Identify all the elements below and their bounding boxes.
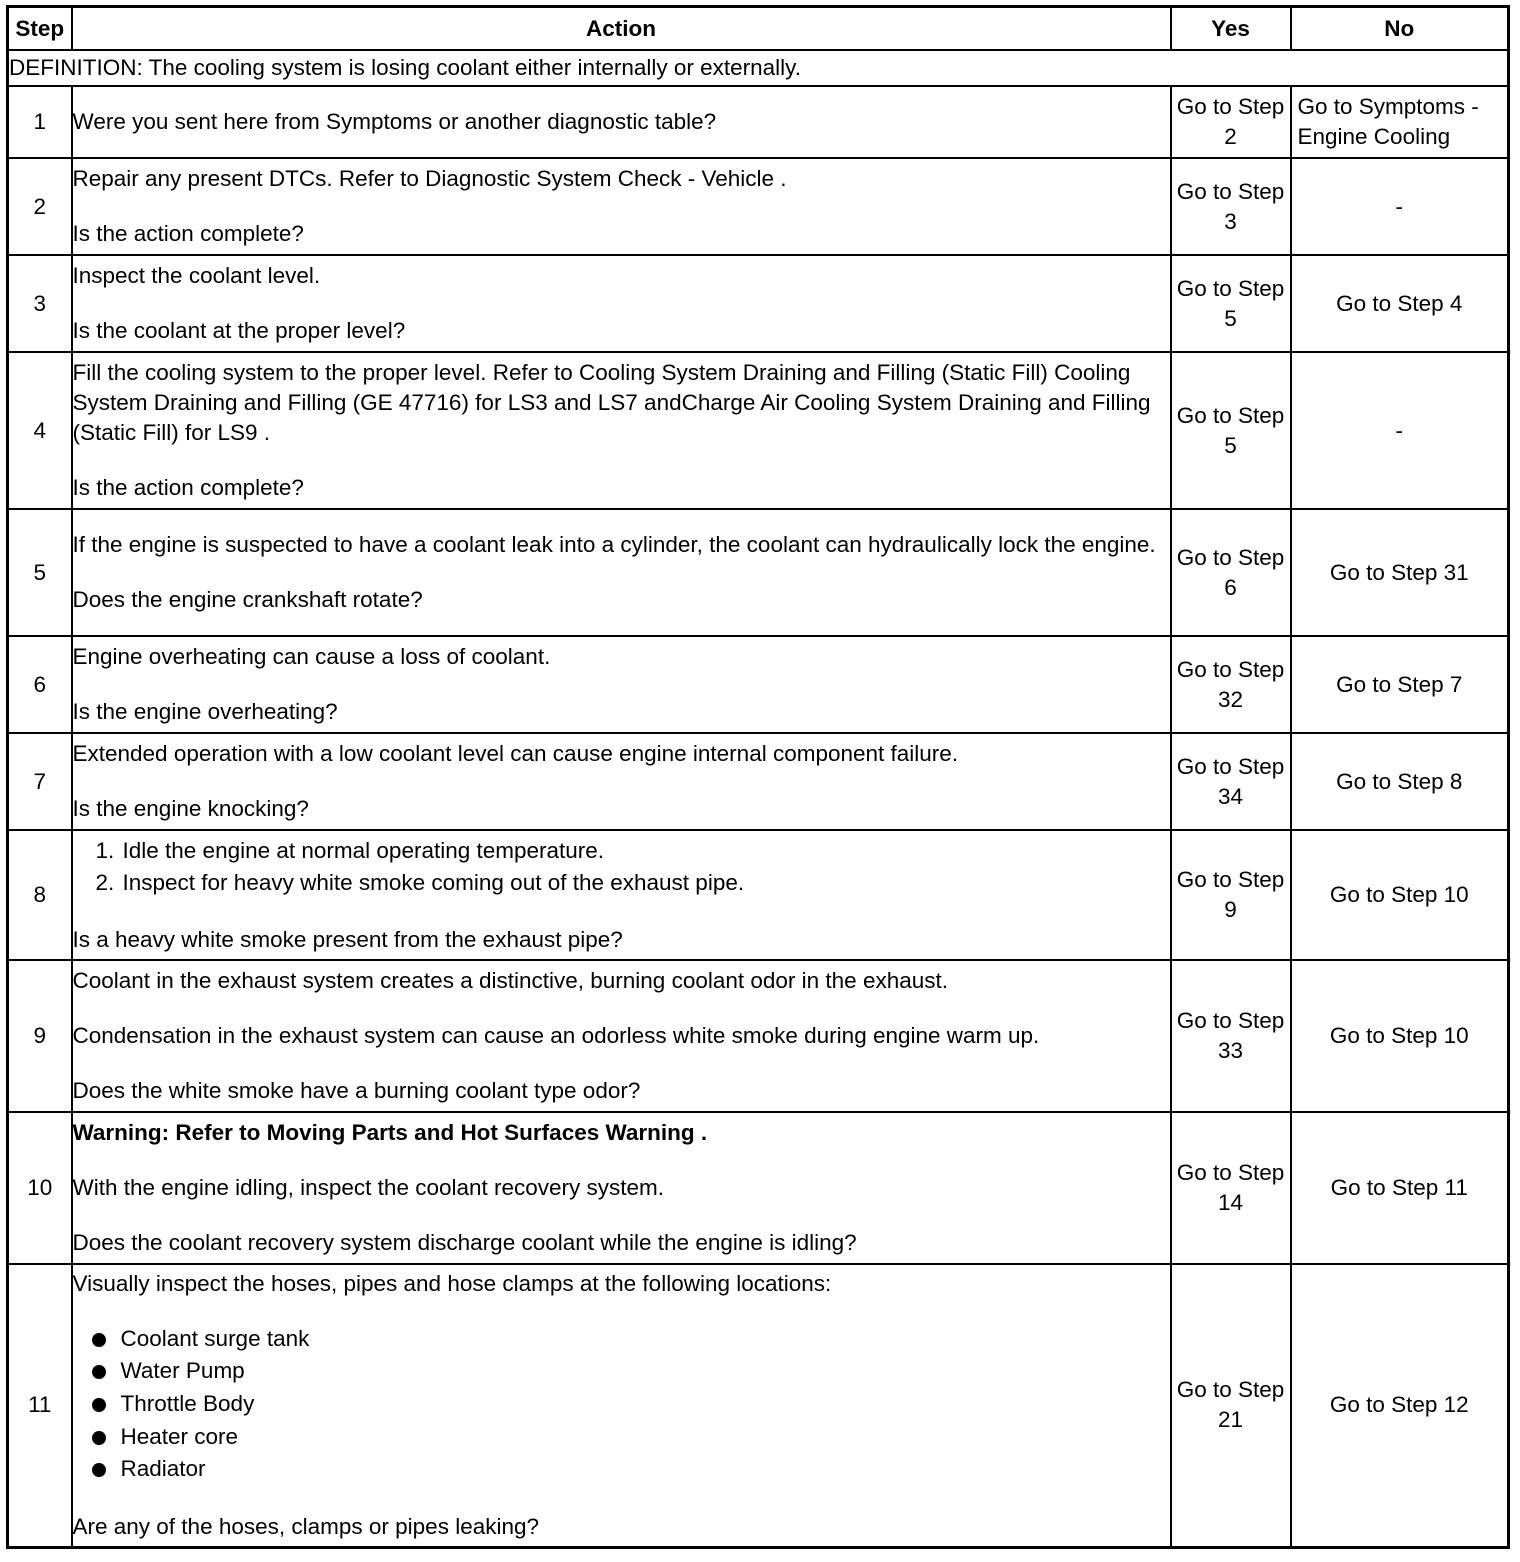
step-number: 2 [8, 158, 72, 255]
action-text: Fill the cooling system to the proper level. Refer to Cooling System Draining and Filling (Static Fill) Cooling System Draining and Filling (GE 47716) for LS3 and LS7 andCharge Air Cooling System Draining and Filling (Static Fill) for LS9 . [72, 360, 1151, 445]
no-cell: Go to Step 8 [1291, 733, 1509, 830]
yes-cell: Go to Step 33 [1171, 960, 1291, 1112]
list-item [121, 1324, 1170, 1354]
header-step: Step [8, 7, 72, 51]
list-item-label: Throttle Body [120, 1390, 255, 1416]
step-number: 10 [8, 1112, 72, 1264]
no-cell: Go to Step 31 [1291, 509, 1509, 636]
header-action: Action [72, 7, 1171, 51]
yes-cell: Go to Step 32 [1171, 636, 1291, 733]
no-cell: Go to Step 12 [1291, 1264, 1509, 1547]
action-cell [72, 830, 1171, 960]
header-yes: Yes [1171, 7, 1291, 51]
no-cell: Go to Symptoms - Engine Cooling [1291, 86, 1509, 158]
bullet-icon [92, 1463, 106, 1477]
action-text: If the engine is suspected to have a coolant leak into a cylinder, the coolant can hydraulically lock the engine. [72, 532, 1156, 557]
list-item-label: Radiator [120, 1456, 206, 1482]
action-cell [72, 158, 1171, 255]
action-text-2: Condensation in the exhaust system can cause an odorless white smoke during engine warm up. [72, 1023, 1040, 1048]
step-number: 3 [8, 255, 72, 352]
bullet-list [73, 1324, 1170, 1484]
action-cell [72, 352, 1171, 509]
step-number: 9 [8, 960, 72, 1112]
yes-cell: Go to Step 14 [1171, 1112, 1291, 1264]
step-number: 4 [8, 352, 72, 509]
header-row [8, 7, 1509, 51]
bullet-icon [92, 1333, 106, 1347]
action-cell [72, 1264, 1171, 1547]
no-cell: Go to Step 10 [1291, 830, 1509, 960]
action-question: Is the coolant at the proper level? [72, 318, 406, 343]
table-row [8, 158, 1509, 255]
list-item [121, 1356, 1170, 1386]
step-number: 6 [8, 636, 72, 733]
yes-cell: Go to Step 2 [1171, 86, 1291, 158]
action-cell [72, 636, 1171, 733]
numbered-list [73, 836, 1170, 898]
yes-cell: Go to Step 34 [1171, 733, 1291, 830]
action-question: Does the coolant recovery system discharge coolant while the engine is idling? [72, 1230, 857, 1255]
no-cell: Go to Step 4 [1291, 255, 1509, 352]
action-text: Repair any present DTCs. Refer to Diagnostic System Check - Vehicle . [72, 166, 787, 191]
list-item: 1. Idle the engine at normal operating temperature. [121, 836, 1170, 866]
no-cell: - [1291, 158, 1509, 255]
list-item-label: Heater core [120, 1423, 239, 1449]
header-no: No [1291, 7, 1509, 51]
list-item: 2. Inspect for heavy white smoke coming out of the exhaust pipe. [121, 868, 1170, 898]
action-text: Engine overheating can cause a loss of coolant. [72, 644, 551, 669]
action-cell [72, 1112, 1171, 1264]
definition-text: DEFINITION: The cooling system is losing coolant either internally or externally. [8, 50, 1509, 86]
action-question: Does the engine crankshaft rotate? [72, 587, 423, 612]
step-number: 5 [8, 509, 72, 636]
step-number: 1 [8, 86, 72, 158]
action-cell [72, 509, 1171, 636]
list-item [121, 1422, 1170, 1452]
bullet-icon [92, 1398, 106, 1412]
action-text: Visually inspect the hoses, pipes and hose clamps at the following locations: [72, 1270, 832, 1296]
action-question: Are any of the hoses, clamps or pipes leaking? [72, 1513, 540, 1539]
yes-cell: Go to Step 5 [1171, 352, 1291, 509]
yes-cell: Go to Step 6 [1171, 509, 1291, 636]
table-row [8, 733, 1509, 830]
step-number: 7 [8, 733, 72, 830]
action-question: Is the engine overheating? [72, 699, 338, 724]
no-cell: Go to Step 10 [1291, 960, 1509, 1112]
action-text: Inspect the coolant level. [72, 263, 321, 288]
step-number: 11 [8, 1264, 72, 1547]
yes-cell: Go to Step 5 [1171, 255, 1291, 352]
list-item [121, 1389, 1170, 1419]
step-number: 8 [8, 830, 72, 960]
yes-cell: Go to Step 3 [1171, 158, 1291, 255]
yes-cell: Go to Step 21 [1171, 1264, 1291, 1547]
action-question: Is the action complete? [72, 475, 304, 500]
table-row [8, 86, 1509, 158]
no-cell: Go to Step 7 [1291, 636, 1509, 733]
action-cell [72, 86, 1171, 158]
action-question: Is the engine knocking? [72, 796, 309, 821]
bullet-icon [92, 1365, 106, 1379]
table-row [8, 509, 1509, 636]
bullet-icon [92, 1431, 106, 1445]
action-text: With the engine idling, inspect the coolant recovery system. [72, 1175, 665, 1200]
no-cell: Go to Step 11 [1291, 1112, 1509, 1264]
warning-text: Warning: Refer to Moving Parts and Hot Surfaces Warning . [72, 1120, 708, 1145]
action-text: Extended operation with a low coolant level can cause engine internal component failure. [72, 741, 959, 766]
table-row [8, 1112, 1509, 1264]
action-question: Is the action complete? [72, 221, 304, 246]
action-cell [72, 733, 1171, 830]
table-row [8, 255, 1509, 352]
table-row [8, 636, 1509, 733]
diagnostic-table [6, 5, 1510, 1549]
yes-cell: Go to Step 9 [1171, 830, 1291, 960]
table-row [8, 830, 1509, 960]
table-row [8, 352, 1509, 509]
no-cell: - [1291, 352, 1509, 509]
action-question: Is a heavy white smoke present from the exhaust pipe? [72, 926, 623, 952]
action-cell [72, 255, 1171, 352]
action-cell [72, 960, 1171, 1112]
list-item [121, 1454, 1170, 1484]
table-row [8, 960, 1509, 1112]
list-item-label: Coolant surge tank [120, 1325, 310, 1351]
action-question: Does the white smoke have a burning coolant type odor? [72, 1078, 641, 1103]
action-text: Were you sent here from Symptoms or another diagnostic table? [72, 109, 717, 134]
definition-row [8, 50, 1509, 86]
table-row [8, 1264, 1509, 1547]
list-item-label: Water Pump [120, 1358, 245, 1384]
action-text: Coolant in the exhaust system creates a distinctive, burning coolant odor in the exhaust. [72, 968, 949, 993]
